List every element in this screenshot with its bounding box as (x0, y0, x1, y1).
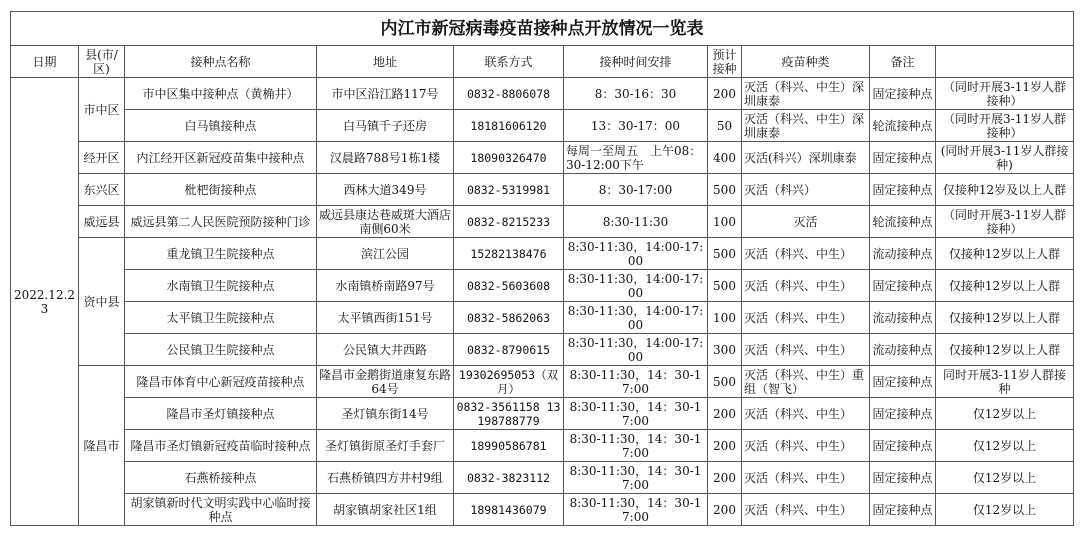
site-cell: 水南镇卫生院接种点 (125, 270, 317, 302)
table-row (11, 398, 1074, 430)
time-cell: 8:30-11:30，14：30-17:00 (564, 494, 708, 526)
time-cell: 13：30-17：00 (564, 110, 708, 142)
note-cell: 固定接种点 (870, 174, 936, 206)
note-cell: 流动接种点 (870, 302, 936, 334)
header-note: 备注 (870, 46, 936, 78)
extra-cell: （同时开展3-11岁人群接种） (936, 110, 1074, 142)
site-cell: 隆昌市体育中心新冠疫苗接种点 (125, 366, 317, 398)
extra-cell: 仅12岁以上 (936, 494, 1074, 526)
time-cell: 每周一至周五 上午08：30-12:00下午 (564, 142, 708, 174)
address-cell: 石燕桥镇四方井村9组 (317, 462, 454, 494)
contact-cell: 0832-8215233 (454, 206, 564, 238)
site-cell: 白马镇接种点 (125, 110, 317, 142)
table-row (11, 238, 1074, 270)
site-cell: 公民镇卫生院接种点 (125, 334, 317, 366)
vaccine-cell: 灭活（科兴、中生） (742, 302, 870, 334)
extra-cell: 仅12岁以上 (936, 430, 1074, 462)
table-row (11, 302, 1074, 334)
county-cell: 隆昌市 (79, 366, 125, 526)
count-cell: 500 (708, 366, 742, 398)
site-cell: 石燕桥接种点 (125, 462, 317, 494)
site-cell: 太平镇卫生院接种点 (125, 302, 317, 334)
extra-cell: 仅12岁以上 (936, 462, 1074, 494)
header-vaccine: 疫苗种类 (742, 46, 870, 78)
site-cell: 威远县第二人民医院预防接种门诊 (125, 206, 317, 238)
contact-cell: 0832-5319981 (454, 174, 564, 206)
table-row (11, 78, 1074, 110)
header-county: 县(市/区) (79, 46, 125, 78)
time-cell: 8:30-11:30，14：30-17:00 (564, 462, 708, 494)
time-cell: 8:30-11:30，14:00-17:00 (564, 302, 708, 334)
header-time: 接种时间安排 (564, 46, 708, 78)
address-cell: 西林大道349号 (317, 174, 454, 206)
contact-cell: 0832-3561158 13198788779 (454, 398, 564, 430)
note-cell: 固定接种点 (870, 270, 936, 302)
table-row (11, 142, 1074, 174)
count-cell: 300 (708, 334, 742, 366)
time-cell: 8:30-11:30，14:00-17:00 (564, 334, 708, 366)
table-row (11, 334, 1074, 366)
address-cell: 圣灯镇街原圣灯手套厂 (317, 430, 454, 462)
time-cell: 8:30-11:30，14：30-17:00 (564, 366, 708, 398)
address-cell: 滨江公园 (317, 238, 454, 270)
county-cell: 威远县 (79, 206, 125, 238)
address-cell: 水南镇桥南路97号 (317, 270, 454, 302)
count-cell: 200 (708, 462, 742, 494)
extra-cell: （同时开展3-11岁人群接种） (936, 206, 1074, 238)
header-count: 预计接种 (708, 46, 742, 78)
extra-cell: 仅接种12岁及以上人群 (936, 174, 1074, 206)
contact-cell: 18090326470 (454, 142, 564, 174)
site-cell: 隆昌市圣灯镇接种点 (125, 398, 317, 430)
count-cell: 500 (708, 174, 742, 206)
contact-cell: 0832-8790615 (454, 334, 564, 366)
extra-cell: 仅接种12岁以上人群 (936, 302, 1074, 334)
address-cell: 公民镇大井西路 (317, 334, 454, 366)
contact-cell: 19302695053（双月） (454, 366, 564, 398)
address-cell: 市中区沿江路117号 (317, 78, 454, 110)
site-cell: 内江经开区新冠疫苗集中接种点 (125, 142, 317, 174)
count-cell: 500 (708, 238, 742, 270)
count-cell: 100 (708, 302, 742, 334)
table-row (11, 494, 1074, 526)
extra-cell: 同时开展3-11岁人群接种 (936, 366, 1074, 398)
vaccination-table (10, 11, 1074, 526)
site-cell: 市中区集中接种点（黄桷井） (125, 78, 317, 110)
contact-cell: 0832-5862063 (454, 302, 564, 334)
vaccine-cell: 灭活（科兴、中生）重组（智飞） (742, 366, 870, 398)
header-extra (936, 46, 1074, 78)
vaccine-cell: 灭活（科兴、中生） (742, 494, 870, 526)
table-row (11, 270, 1074, 302)
contact-cell: 15282138476 (454, 238, 564, 270)
county-cell: 市中区 (79, 78, 125, 142)
time-cell: 8：30-16：30 (564, 78, 708, 110)
contact-cell: 18181606120 (454, 110, 564, 142)
note-cell: 固定接种点 (870, 78, 936, 110)
address-cell: 白马镇千子还房 (317, 110, 454, 142)
count-cell: 100 (708, 206, 742, 238)
note-cell: 轮流接种点 (870, 110, 936, 142)
header-contact: 联系方式 (454, 46, 564, 78)
vaccine-cell: 灭活（科兴、中生） (742, 398, 870, 430)
note-cell: 流动接种点 (870, 334, 936, 366)
table-row (11, 366, 1074, 398)
note-cell: 固定接种点 (870, 398, 936, 430)
county-cell: 资中县 (79, 238, 125, 366)
contact-cell: 18981436079 (454, 494, 564, 526)
count-cell: 200 (708, 78, 742, 110)
note-cell: 固定接种点 (870, 494, 936, 526)
vaccine-cell: 灭活（科兴、中生） (742, 462, 870, 494)
note-cell: 固定接种点 (870, 142, 936, 174)
vaccine-cell: 灭活（科兴、中生） (742, 334, 870, 366)
time-cell: 8:30-11:30，14：30-17:00 (564, 398, 708, 430)
table-row (11, 462, 1074, 494)
count-cell: 200 (708, 494, 742, 526)
site-cell: 隆昌市圣灯镇新冠疫苗临时接种点 (125, 430, 317, 462)
contact-cell: 0832-5603608 (454, 270, 564, 302)
count-cell: 500 (708, 270, 742, 302)
extra-cell: 仅12岁以上 (936, 398, 1074, 430)
contact-cell: 0832-8806078 (454, 78, 564, 110)
extra-cell: (同时开展3-11岁人群接种) (936, 142, 1074, 174)
address-cell: 胡家镇胡家社区1组 (317, 494, 454, 526)
count-cell: 50 (708, 110, 742, 142)
vaccine-cell: 灭活（科兴、中生）深圳康泰 (742, 110, 870, 142)
county-cell: 东兴区 (79, 174, 125, 206)
note-cell: 固定接种点 (870, 462, 936, 494)
vaccine-cell: 灭活(科兴）深圳康泰 (742, 142, 870, 174)
note-cell: 固定接种点 (870, 430, 936, 462)
vaccine-cell: 灭活（科兴、中生） (742, 430, 870, 462)
extra-cell: 仅接种12岁以上人群 (936, 270, 1074, 302)
site-cell: 枇杷街接种点 (125, 174, 317, 206)
header-site: 接种点名称 (125, 46, 317, 78)
time-cell: 8:30-11:30，14:00-17:00 (564, 270, 708, 302)
table-row (11, 110, 1074, 142)
address-cell: 太平镇西街151号 (317, 302, 454, 334)
time-cell: 8:30-11:30，14：30-17:00 (564, 430, 708, 462)
vaccine-cell: 灭活（科兴） (742, 174, 870, 206)
time-cell: 8:30-11:30 (564, 206, 708, 238)
extra-cell: 仅接种12岁以上人群 (936, 334, 1074, 366)
vaccine-cell: 灭活 (742, 206, 870, 238)
table-row (11, 430, 1074, 462)
note-cell: 流动接种点 (870, 238, 936, 270)
note-cell: 轮流接种点 (870, 206, 936, 238)
contact-cell: 18990586781 (454, 430, 564, 462)
date-cell: 2022.12.23 (11, 78, 79, 526)
county-cell: 经开区 (79, 142, 125, 174)
vaccine-cell: 灭活（科兴、中生） (742, 238, 870, 270)
time-cell: 8:30-11:30，14:00-17:00 (564, 238, 708, 270)
note-cell: 固定接种点 (870, 366, 936, 398)
contact-cell: 0832-3823112 (454, 462, 564, 494)
header-date: 日期 (11, 46, 79, 78)
header-address: 地址 (317, 46, 454, 78)
site-cell: 胡家镇新时代文明实践中心临时接种点 (125, 494, 317, 526)
table-row (11, 174, 1074, 206)
time-cell: 8：30-17:00 (564, 174, 708, 206)
extra-cell: 仅接种12岁以上人群 (936, 238, 1074, 270)
extra-cell: （同时开展3-11岁人群接种） (936, 78, 1074, 110)
address-cell: 威远县康达巷威斑大酒店南侧60米 (317, 206, 454, 238)
address-cell: 汉晨路788号1栋1楼 (317, 142, 454, 174)
header-row (11, 46, 1074, 78)
table-title: 内江市新冠病毒疫苗接种点开放情况一览表 (11, 12, 1074, 46)
count-cell: 200 (708, 398, 742, 430)
count-cell: 400 (708, 142, 742, 174)
site-cell: 重龙镇卫生院接种点 (125, 238, 317, 270)
table-row (11, 206, 1074, 238)
address-cell: 圣灯镇东街14号 (317, 398, 454, 430)
vaccine-cell: 灭活（科兴、中生） (742, 270, 870, 302)
count-cell: 200 (708, 430, 742, 462)
vaccine-cell: 灭活（科兴、中生）深圳康泰 (742, 78, 870, 110)
address-cell: 隆昌市金鹅街道康复东路64号 (317, 366, 454, 398)
